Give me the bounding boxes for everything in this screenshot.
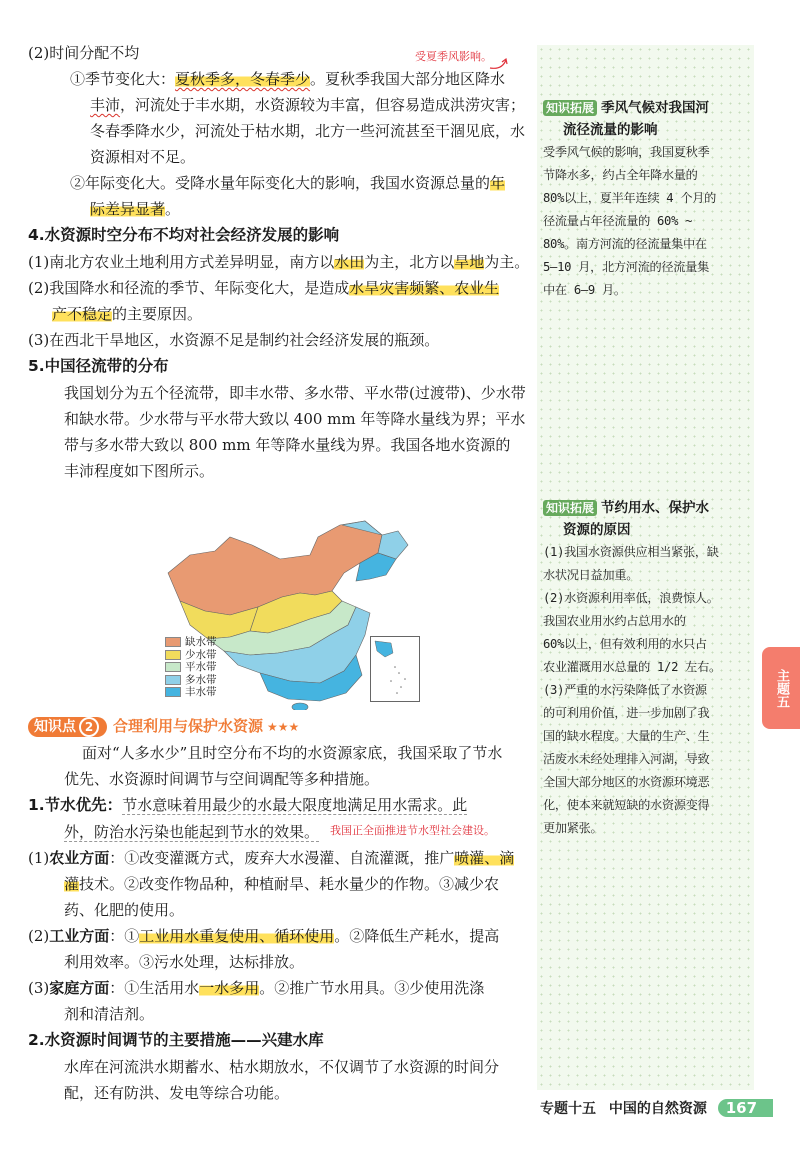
item-label: 工业方面 bbox=[49, 927, 110, 945]
knowledge-extension-badge: 知识拓展 bbox=[543, 500, 597, 516]
highlight: 夏秋季多，冬春季少 bbox=[175, 70, 311, 88]
text-line bbox=[28, 845, 533, 871]
text: 为主。 bbox=[484, 253, 530, 271]
footer-title: 中国的自然资源 bbox=[608, 1101, 707, 1117]
sidebar-line: 水状况日益加重。 bbox=[543, 568, 639, 582]
inset-map-icon bbox=[371, 637, 419, 701]
text-line: 带与多水带大致以 800 mm 年等降水量线为界。我国各地水资源的 bbox=[64, 436, 511, 454]
page-footer bbox=[540, 1098, 773, 1118]
text-line bbox=[28, 792, 533, 819]
text-line: 利用效率。③污水处理，达标排放。 bbox=[64, 953, 305, 971]
highlight: 喷灌、滴 bbox=[454, 849, 515, 867]
text-line: 水库在河流洪水期蓄水、枯水期放水，不仅调节了水资源的时间分 bbox=[64, 1058, 500, 1076]
legend-swatch bbox=[165, 675, 181, 685]
legend-swatch bbox=[165, 687, 181, 697]
sidebar-line: 径流量占年径流量的 60% ~ bbox=[543, 214, 693, 228]
text-line: 剂和清洁剂。 bbox=[64, 1005, 155, 1023]
sidebar-title: 季风气候对我国河 bbox=[601, 100, 710, 116]
subheading: (2)时间分配不均 bbox=[28, 44, 140, 62]
footer-topic: 专题十五 bbox=[540, 1101, 596, 1117]
text: 。夏秋季我国大部分地区降水 bbox=[310, 70, 506, 88]
text-line bbox=[28, 170, 533, 196]
text-line bbox=[28, 249, 533, 275]
text: (3) bbox=[28, 979, 50, 997]
text: 外，防治水污染也能起到节水的效果。 bbox=[64, 823, 320, 841]
text: (1) bbox=[28, 849, 50, 867]
text-line bbox=[28, 92, 533, 118]
legend-label: 少水带 bbox=[185, 648, 217, 661]
text: 。②推广节水用具。③少使用洗涤 bbox=[259, 979, 485, 997]
text-line: 资源相对不足。 bbox=[90, 148, 196, 166]
text: 。 bbox=[165, 200, 181, 218]
knowledge-extension-badge: 知识拓展 bbox=[543, 100, 597, 116]
text-line: 面对“人多水少”且时空分布不均的水资源家底，我国采取了节水 bbox=[82, 744, 503, 762]
map-legend bbox=[165, 636, 217, 699]
highlight: 旱地 bbox=[454, 253, 485, 271]
sidebar-line: 60%以上，但有效利用的水只占 bbox=[543, 637, 707, 651]
sidebar-line: (1)我国水资源供应相当紧张，缺 bbox=[543, 545, 719, 559]
sidebar-title: 资源的原因 bbox=[563, 522, 631, 538]
text: ②年际变化大。受降水量年际变化大的影响，我国水资源总量的 bbox=[70, 174, 491, 192]
sidebar-line: 我国农业用水约占总用水的 bbox=[543, 614, 686, 628]
sidebar bbox=[537, 45, 754, 1090]
text-line: 冬春季降水少，河流处于枯水期，北方一些河流甚至干涸见底，水 bbox=[90, 122, 526, 140]
legend-swatch bbox=[165, 650, 181, 660]
highlight: 年 bbox=[490, 174, 506, 192]
text: ：①生活用水 bbox=[109, 979, 200, 997]
text-line bbox=[28, 66, 533, 92]
text-line bbox=[28, 871, 533, 897]
text-line bbox=[28, 975, 533, 1001]
text-line: 丰沛程度如下图所示。 bbox=[64, 462, 215, 480]
legend-label: 多水带 bbox=[185, 673, 217, 686]
sidebar-line: 5—10 月，北方河流的径流量集 bbox=[543, 260, 709, 274]
legend-swatch bbox=[165, 662, 181, 672]
section-heading: 4.水资源时空分布不均对社会经济发展的影响 bbox=[28, 226, 340, 244]
text-line: 配，还有防洪、发电等综合功能。 bbox=[64, 1084, 290, 1102]
sidebar-line: 国的缺水程度。大量的生产、生 bbox=[543, 729, 710, 743]
sidebar-line: 受季风气候的影响，我国夏秋季 bbox=[543, 145, 710, 159]
text: ：① bbox=[109, 927, 140, 945]
text: ，河流处于丰水期，水资源较为丰富，但容易造成洪涝灾害； bbox=[120, 96, 526, 114]
south-china-sea-inset bbox=[370, 636, 420, 702]
text: ：①改变灌溉方式，废弃大水漫灌、自流灌溉，推广 bbox=[109, 849, 455, 867]
sidebar-line: 80%。南方河流的径流量集中在 bbox=[543, 237, 707, 251]
sidebar-line: 活废水未经处理排入河湖，导致 bbox=[543, 752, 710, 766]
item-label: 农业方面 bbox=[49, 849, 110, 867]
text: 。②降低生产耗水，提高 bbox=[334, 927, 500, 945]
sidebar-line: 农业灌溉用水总量的 1/2 左右。 bbox=[543, 660, 721, 674]
item-label: 家庭方面 bbox=[49, 979, 110, 997]
sidebar-line: 更加紧张。 bbox=[543, 821, 603, 835]
legend-label: 平水带 bbox=[185, 661, 217, 673]
note-arrow-icon bbox=[488, 56, 512, 76]
main-column bbox=[28, 40, 533, 484]
sidebar-line: 中在 6—9 月。 bbox=[543, 283, 626, 297]
difficulty-stars: ★★★ bbox=[267, 720, 300, 734]
sidebar-title: 流径流量的影响 bbox=[563, 122, 658, 138]
margin-note: 我国正全面推进节水型社会建设。 bbox=[330, 824, 495, 837]
sidebar-line: 的可利用价值，进一步加剧了我 bbox=[543, 706, 710, 720]
item-heading: 1.节水优先： bbox=[28, 796, 123, 814]
text-line: 和缺水带。少水带与平水带大致以 400 mm 年等降水量线为界；平水 bbox=[64, 410, 526, 428]
section-heading: 2.水资源时间调节的主要措施——兴建水库 bbox=[28, 1031, 324, 1049]
knowledge-point-header bbox=[28, 713, 533, 740]
sidebar-box-monsoon bbox=[543, 97, 753, 302]
highlight: 工业用水重复使用、循环使用 bbox=[139, 927, 335, 945]
page-number: 167 bbox=[718, 1099, 773, 1117]
knowledge-point-title: 合理利用与保护水资源 bbox=[113, 717, 264, 735]
legend-item bbox=[165, 636, 217, 649]
highlight: 水田 bbox=[334, 253, 365, 271]
legend-item bbox=[165, 686, 217, 699]
text-line: 我国划分为五个径流带，即丰水带、多水带、平水带(过渡带)、少水带 bbox=[64, 384, 526, 402]
sidebar-line: (3)严重的水污染降低了水资源 bbox=[543, 683, 707, 697]
sidebar-line: 节降水多，约占全年降水量的 bbox=[543, 168, 698, 182]
text: 节水意味着用最少的水最大限度地满足用水需求。此 bbox=[122, 796, 468, 814]
text: ①季节变化大： bbox=[70, 70, 176, 88]
highlight: 灌 bbox=[64, 875, 80, 893]
text-line: 优先、水资源时间调节与空间调配等多种措施。 bbox=[64, 770, 380, 788]
text: 丰沛 bbox=[90, 96, 121, 114]
legend-item bbox=[165, 674, 217, 687]
legend-label: 缺水带 bbox=[185, 636, 217, 648]
text: 技术。②改变作物品种，种植耐旱、耗水量少的作物。③减少农 bbox=[79, 875, 500, 893]
sidebar-heading bbox=[543, 97, 753, 119]
highlight: 际差异显著 bbox=[90, 200, 166, 218]
sidebar-heading bbox=[543, 497, 753, 519]
sidebar-box-water-saving bbox=[543, 497, 753, 840]
text: (2)我国降水和径流的季节、年际变化大，是造成 bbox=[28, 279, 350, 297]
text: (2) bbox=[28, 927, 50, 945]
legend-item bbox=[165, 649, 217, 662]
text-line bbox=[28, 301, 533, 327]
main-column-lower bbox=[28, 713, 533, 1106]
text: 的主要原因。 bbox=[112, 305, 203, 323]
sidebar-line: 化，使本来就短缺的水资源变得 bbox=[543, 798, 710, 812]
section-heading: 5.中国径流带的分布 bbox=[28, 357, 169, 375]
text-line bbox=[28, 275, 533, 301]
theme-side-tab[interactable]: 主题五 bbox=[762, 647, 800, 729]
text: (1)南北方农业土地利用方式差异明显，南方以 bbox=[28, 253, 335, 271]
text-line: 药、化肥的使用。 bbox=[64, 901, 185, 919]
sidebar-line: (2)水资源利用率低，浪费惊人。 bbox=[543, 591, 719, 605]
legend-swatch bbox=[165, 637, 181, 647]
highlight: 产不稳定 bbox=[52, 305, 113, 323]
sidebar-title: 节约用水、保护水 bbox=[601, 500, 710, 516]
text: 为主，北方以 bbox=[364, 253, 455, 271]
text-line bbox=[28, 923, 533, 949]
text-line bbox=[28, 196, 533, 222]
highlight: 水旱灾害频繁、农业生 bbox=[349, 279, 500, 297]
knowledge-point-badge bbox=[28, 717, 107, 737]
legend-label: 丰水带 bbox=[185, 686, 217, 698]
highlight: 一水多用 bbox=[199, 979, 260, 997]
badge-number: 2 bbox=[79, 717, 99, 737]
sidebar-line: 全国大部分地区的水资源环境恶 bbox=[543, 775, 710, 789]
sidebar-line: 80%以上，夏半年连续 4 个月的 bbox=[543, 191, 716, 205]
badge-label: 知识点 bbox=[34, 719, 76, 735]
legend-item bbox=[165, 661, 217, 674]
text-line: (3)在西北干旱地区，水资源不足是制约社会经济发展的瓶颈。 bbox=[28, 331, 440, 349]
margin-note: 受夏季风影响。 bbox=[415, 50, 492, 63]
